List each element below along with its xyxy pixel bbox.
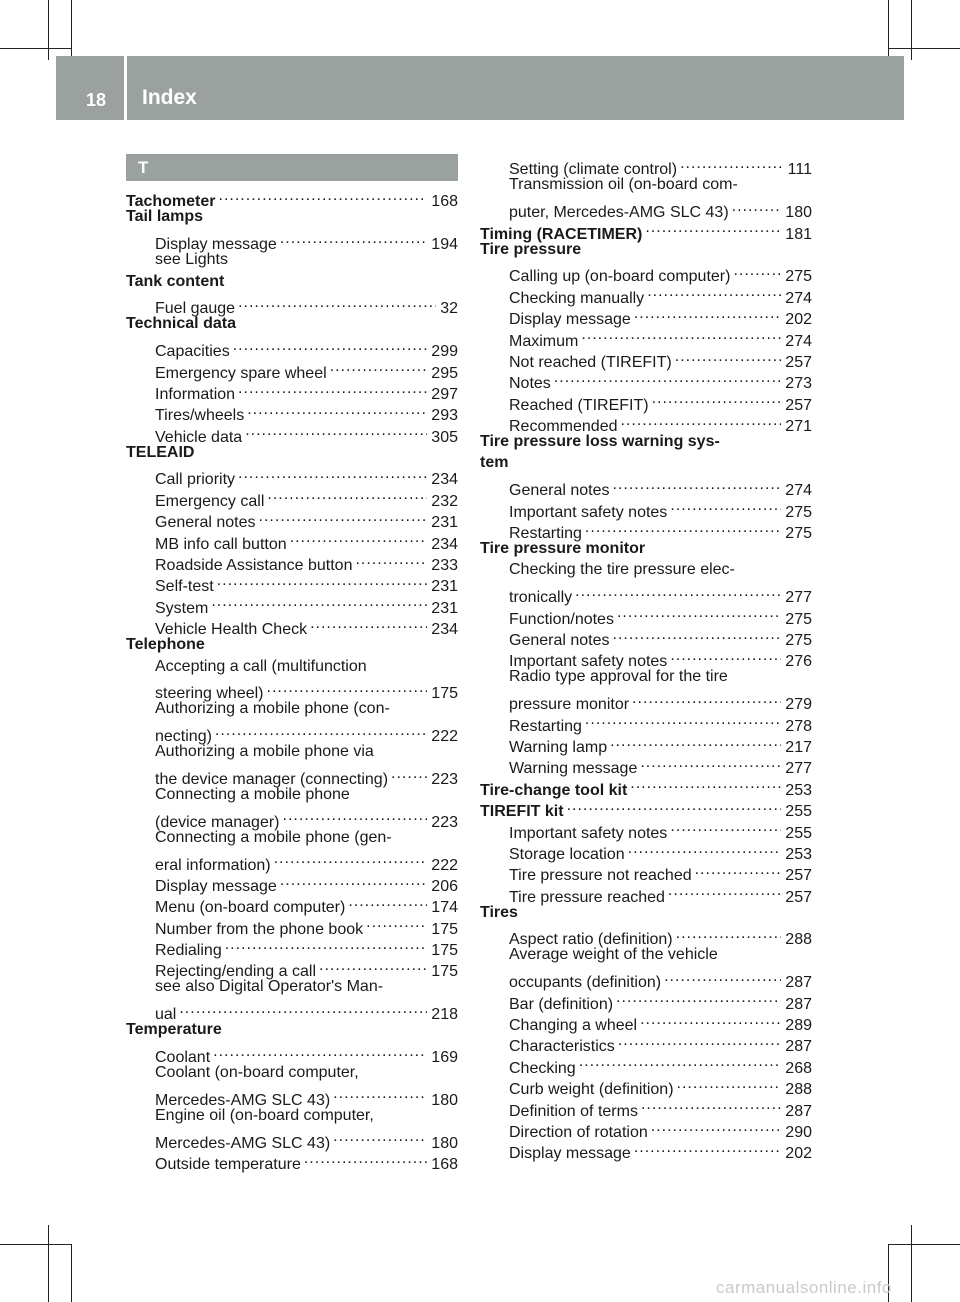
entry-label: Important safety notes: [509, 824, 668, 842]
entry-page-number[interactable]: 231: [431, 599, 458, 617]
entry-label: Authorizing a mobile phone via: [155, 743, 374, 761]
entry-page-number[interactable]: 175: [431, 920, 458, 938]
entry-label: Tail lamps: [126, 208, 204, 226]
dot-leader: [575, 581, 781, 602]
dot-leader: [634, 1137, 781, 1158]
entry-label: Checking: [509, 1059, 576, 1077]
entry-label: Roadside Assistance button: [155, 557, 353, 575]
dot-leader: [670, 495, 781, 516]
entry-label: Coolant (on-board computer,: [155, 1064, 359, 1082]
dot-leader: [680, 153, 784, 174]
entry-label: Aspect ratio (definition): [509, 931, 673, 949]
page-title: Index: [142, 86, 197, 109]
dot-leader: [233, 335, 428, 356]
entry-label: Tire pressure loss warning sys-: [480, 433, 720, 451]
index-sub-entry: [126, 827, 458, 848]
entry-label: Tachometer: [126, 193, 216, 211]
entry-page-number[interactable]: 287: [785, 974, 812, 992]
dot-leader: [290, 527, 428, 548]
entry-label: Checking the tire pressure elec-: [509, 561, 735, 579]
dot-leader: [652, 388, 782, 409]
entry-label: Restarting: [509, 525, 582, 543]
index-heading-entry: [126, 442, 458, 463]
entry-label: the device manager (connecting): [155, 770, 389, 788]
index-heading-entry: [126, 313, 458, 334]
entry-page-number[interactable]: 257: [785, 888, 812, 906]
dot-leader: [267, 484, 427, 505]
entry-label: Coolant: [155, 1049, 211, 1067]
dot-leader: [585, 517, 781, 538]
entry-label: Emergency spare wheel: [155, 364, 327, 382]
entry-label: Characteristics: [509, 1038, 615, 1056]
dot-leader: [355, 549, 427, 570]
entry-label: Accepting a call (multifunction: [155, 657, 367, 675]
dot-leader: [581, 324, 781, 345]
entry-label: Tire pressure not reached: [509, 867, 692, 885]
dot-leader: [219, 185, 428, 206]
index-heading-entry: [480, 538, 812, 559]
entry-label: Display message: [155, 877, 277, 895]
entry-page-number[interactable]: 289: [785, 1017, 812, 1035]
index-sub-entry[interactable]: [126, 292, 458, 318]
entry-label: Tire pressure: [480, 240, 582, 258]
entry-page-number[interactable]: 278: [785, 717, 812, 735]
entry-label: Not reached (TIREFIT): [509, 353, 672, 371]
dot-leader: [670, 816, 781, 837]
dot-leader: [630, 773, 781, 794]
dot-leader: [618, 1030, 781, 1051]
entry-label: eral information): [155, 856, 271, 874]
dot-leader: [366, 912, 427, 933]
dot-leader: [245, 420, 427, 441]
entry-label: Changing a wheel: [509, 1017, 638, 1035]
dot-leader: [647, 281, 781, 302]
page-number: 18: [86, 90, 107, 110]
dot-leader: [640, 752, 781, 773]
index-sub-entry[interactable]: [480, 153, 812, 179]
entry-page-number[interactable]: 255: [785, 824, 812, 842]
entry-label: Temperature: [126, 1021, 222, 1039]
index-sub-entry[interactable]: [480, 923, 812, 949]
index-sub-entry[interactable]: [480, 196, 812, 222]
entry-page-number[interactable]: 32: [440, 300, 458, 318]
index-sub-entry: [126, 784, 458, 805]
entry-label: ual: [155, 1006, 177, 1024]
entry-label: see Lights: [155, 251, 228, 269]
entry-label: Recommended: [509, 418, 618, 436]
entry-page-number[interactable]: 275: [785, 631, 812, 649]
dot-leader: [304, 1148, 427, 1169]
entry-label: Mercedes-AMG SLC 43): [155, 1134, 331, 1152]
crop-mark: [888, 1244, 960, 1245]
entry-label: Telephone: [126, 636, 205, 654]
entry-page-number[interactable]: 277: [785, 760, 812, 778]
dot-leader: [333, 1126, 427, 1147]
dot-leader: [585, 709, 781, 730]
entry-page-number[interactable]: 222: [431, 856, 458, 874]
entry-page-number[interactable]: 257: [785, 867, 812, 885]
dot-leader: [676, 923, 782, 944]
index-sub-entry[interactable]: [126, 848, 458, 874]
entry-label: Connecting a mobile phone: [155, 785, 350, 803]
entry-page-number[interactable]: 276: [785, 653, 812, 671]
index-heading-entry: [480, 431, 812, 452]
dot-leader: [238, 463, 427, 484]
entry-page-number[interactable]: 169: [431, 1049, 458, 1067]
entry-label: Emergency call: [155, 492, 265, 510]
entry-page-number[interactable]: 206: [431, 877, 458, 895]
index-sub-entry[interactable]: [126, 720, 458, 746]
index-column-right: [480, 153, 812, 1163]
entry-label: Tire pressure monitor: [480, 540, 646, 558]
dot-leader: [211, 591, 427, 612]
dot-leader: [664, 966, 781, 987]
entry-page-number[interactable]: 288: [785, 931, 812, 949]
index-sub-entry[interactable]: [126, 1041, 458, 1067]
entry-page-number[interactable]: 233: [431, 557, 458, 575]
entry-page-number[interactable]: 279: [785, 696, 812, 714]
index-heading-entry[interactable]: [126, 185, 458, 211]
entry-label: General notes: [155, 514, 256, 532]
index-sub-entry: [480, 174, 812, 195]
dot-leader: [348, 891, 427, 912]
entry-label: Vehicle Health Check: [155, 621, 308, 639]
entry-page-number[interactable]: 299: [431, 343, 458, 361]
dot-leader: [213, 1041, 427, 1062]
dot-leader: [259, 506, 428, 527]
entry-page-number[interactable]: 255: [785, 803, 812, 821]
dot-leader: [670, 645, 781, 666]
crop-mark: [0, 1244, 72, 1245]
entry-page-number[interactable]: 274: [785, 332, 812, 350]
entry-label: Warning lamp: [509, 738, 608, 756]
index-sub-entry[interactable]: [126, 763, 458, 788]
entry-page-number[interactable]: 181: [785, 225, 812, 243]
entry-label: General notes: [509, 631, 610, 649]
entry-label: Direction of rotation: [509, 1123, 648, 1141]
dot-leader: [280, 870, 427, 891]
entry-label: Radio type approval for the tire: [509, 668, 728, 686]
entry-page-number[interactable]: 175: [431, 942, 458, 960]
entry-label: Connecting a mobile phone (gen-: [155, 828, 392, 846]
dot-leader: [238, 378, 427, 399]
dot-leader: [613, 624, 782, 645]
entry-page-number[interactable]: 287: [785, 1038, 812, 1056]
entry-label: Information: [155, 385, 236, 403]
entry-label: Checking manually: [509, 289, 645, 307]
entry-page-number[interactable]: 231: [431, 578, 458, 596]
dot-leader: [641, 1094, 781, 1115]
index-sub-entry: [480, 944, 812, 965]
crop-mark: [888, 48, 960, 49]
index-sub-entry: [126, 656, 458, 677]
entry-page-number[interactable]: 273: [785, 375, 812, 393]
crop-mark: [888, 0, 889, 60]
index-sub-entry[interactable]: [480, 966, 812, 992]
entry-page-number[interactable]: 202: [785, 1145, 812, 1163]
dot-leader: [621, 410, 782, 431]
entry-page-number[interactable]: 223: [431, 770, 458, 788]
entry-label: Call priority: [155, 471, 236, 489]
dot-leader: [668, 880, 781, 901]
entry-label: (device manager): [155, 813, 280, 831]
section-letter: T: [126, 154, 458, 181]
dot-leader: [613, 474, 782, 495]
entry-label: Capacities: [155, 343, 230, 361]
dot-leader: [675, 346, 782, 367]
crop-mark: [71, 0, 72, 60]
entry-label: TIREFIT kit: [480, 803, 564, 821]
entry-label: Tires/wheels: [155, 407, 245, 425]
entry-label: Engine oil (on-board computer,: [155, 1106, 374, 1124]
entry-label: MB info call button: [155, 535, 287, 553]
entry-label: Calling up (on-board computer): [509, 268, 731, 286]
crop-mark: [71, 1244, 72, 1302]
index-heading-entry: [126, 206, 458, 227]
dot-leader: [215, 720, 427, 741]
dot-leader: [280, 228, 427, 249]
entry-page-number[interactable]: 274: [785, 482, 812, 500]
entry-label: Rejecting/ending a call: [155, 963, 316, 981]
index-list-right: [480, 153, 812, 1163]
entry-label: Outside temperature: [155, 1155, 301, 1173]
crop-mark: [911, 1225, 912, 1302]
entry-page-number[interactable]: 275: [785, 268, 812, 286]
entry-page-number[interactable]: 218: [431, 1006, 458, 1024]
entry-page-number[interactable]: 231: [431, 514, 458, 532]
entry-page-number[interactable]: 277: [785, 589, 812, 607]
dot-leader: [628, 838, 782, 859]
entry-page-number[interactable]: 222: [431, 728, 458, 746]
entry-label: puter, Mercedes-AMG SLC 43): [509, 204, 729, 222]
entry-label: Self-test: [155, 578, 214, 596]
entry-page-number[interactable]: 175: [431, 685, 458, 703]
entry-label: Curb weight (definition): [509, 1081, 674, 1099]
entry-label: occupants (definition): [509, 974, 662, 992]
entry-label: Mercedes-AMG SLC 43): [155, 1091, 331, 1109]
entry-page-number[interactable]: 297: [431, 385, 458, 403]
entry-label: Storage location: [509, 845, 625, 863]
dot-leader: [733, 260, 781, 281]
index-sub-entry[interactable]: [126, 1083, 458, 1109]
entry-page-number[interactable]: 168: [431, 193, 458, 211]
entry-label: Transmission oil (on-board com-: [509, 176, 738, 194]
entry-label: Vehicle data: [155, 428, 243, 446]
dot-leader: [179, 998, 427, 1019]
entry-page-number[interactable]: 288: [785, 1081, 812, 1099]
index-heading-entry: [480, 452, 812, 473]
index-sub-entry: [126, 1062, 458, 1083]
entry-label: Important safety notes: [509, 503, 668, 521]
dot-leader: [695, 859, 782, 880]
index-sub-entry[interactable]: [126, 998, 458, 1024]
entry-page-number[interactable]: 287: [785, 995, 812, 1013]
index-sub-entry[interactable]: [126, 677, 458, 703]
entry-page-number[interactable]: 275: [785, 525, 812, 543]
index-sub-entry[interactable]: [480, 688, 812, 714]
entry-label: System: [155, 599, 209, 617]
entry-label: Display message: [509, 311, 631, 329]
dot-leader: [732, 196, 782, 217]
dot-leader: [645, 217, 781, 238]
entry-page-number[interactable]: 274: [785, 289, 812, 307]
crop-mark: [0, 48, 72, 49]
entry-page-number[interactable]: 174: [431, 899, 458, 917]
dot-leader: [651, 1116, 782, 1137]
entry-label: Display message: [155, 236, 277, 254]
entry-label: Tires: [480, 903, 518, 921]
index-sub-entry: [126, 249, 458, 270]
dot-leader: [247, 399, 427, 420]
entry-label: tronically: [509, 589, 573, 607]
entry-label: Maximum: [509, 332, 579, 350]
entry-label: Function/notes: [509, 610, 614, 628]
dot-leader: [579, 1051, 782, 1072]
index-sub-entry: [126, 741, 458, 762]
entry-page-number[interactable]: 253: [785, 845, 812, 863]
entry-page-number[interactable]: 253: [785, 781, 812, 799]
index-sub-entry[interactable]: [480, 581, 812, 607]
entry-page-number[interactable]: 295: [431, 364, 458, 382]
dot-leader: [267, 677, 428, 698]
entry-label: steering wheel): [155, 685, 264, 703]
entry-page-number[interactable]: 290: [785, 1123, 812, 1141]
index-sub-entry[interactable]: [480, 474, 812, 500]
dot-leader: [225, 934, 428, 955]
entry-page-number[interactable]: 268: [785, 1059, 812, 1077]
index-sub-entry[interactable]: [480, 260, 812, 286]
entry-label: Bar (definition): [509, 995, 614, 1013]
entry-label: Average weight of the vehicle: [509, 946, 718, 964]
dot-leader: [610, 731, 781, 752]
entry-label: see also Digital Operator's Man-: [155, 978, 384, 996]
entry-label: Definition of terms: [509, 1102, 638, 1120]
entry-page-number[interactable]: 271: [785, 418, 812, 436]
entry-page-number[interactable]: 234: [431, 535, 458, 553]
dot-leader: [319, 955, 427, 976]
entry-label: Tire-change tool kit: [480, 781, 628, 799]
entry-page-number[interactable]: 232: [431, 492, 458, 510]
entry-page-number[interactable]: 234: [431, 621, 458, 639]
entry-label: Restarting: [509, 717, 582, 735]
entry-label: Authorizing a mobile phone (con-: [155, 700, 390, 718]
dot-leader: [217, 570, 428, 591]
entry-label: Fuel gauge: [155, 300, 236, 318]
dot-leader: [632, 688, 781, 709]
header-divider: [124, 56, 127, 120]
entry-label: Warning message: [509, 760, 638, 778]
entry-page-number[interactable]: 168: [431, 1155, 458, 1173]
entry-label: Setting (climate control): [509, 161, 678, 179]
dot-leader: [283, 805, 428, 826]
index-sub-entry[interactable]: [126, 805, 458, 831]
dot-leader: [330, 356, 428, 377]
index-sub-entry: [126, 976, 458, 997]
entry-page-number[interactable]: 275: [785, 610, 812, 628]
dot-leader: [310, 613, 427, 634]
dot-leader: [634, 303, 781, 324]
index-sub-entry[interactable]: [126, 335, 458, 361]
entry-page-number[interactable]: 175: [431, 963, 458, 981]
entry-page-number[interactable]: 202: [785, 311, 812, 329]
entry-label: Tire pressure reached: [509, 888, 665, 906]
entry-page-number[interactable]: 180: [431, 1134, 458, 1152]
entry-label: necting): [155, 728, 212, 746]
dot-leader: [617, 602, 781, 623]
entry-label: Number from the phone book: [155, 920, 364, 938]
entry-page-number[interactable]: 180: [431, 1091, 458, 1109]
index-sub-entry[interactable]: [126, 1126, 458, 1152]
entry-page-number[interactable]: 180: [785, 204, 812, 222]
entry-label: Tank content: [126, 272, 225, 290]
index-heading-entry: [126, 1019, 458, 1040]
entry-page-number[interactable]: 234: [431, 471, 458, 489]
entry-label: Menu (on-board computer): [155, 899, 346, 917]
dot-leader: [333, 1083, 427, 1104]
entry-label: pressure monitor: [509, 696, 630, 714]
entry-page-number[interactable]: 194: [431, 236, 458, 254]
entry-page-number[interactable]: 257: [785, 353, 812, 371]
crop-mark: [48, 0, 49, 60]
dot-leader: [677, 1073, 782, 1094]
index-list-left: [126, 185, 458, 1173]
entry-page-number[interactable]: 287: [785, 1102, 812, 1120]
dot-leader: [616, 987, 781, 1008]
crop-mark: [911, 0, 912, 60]
entry-label: Technical data: [126, 315, 236, 333]
entry-label: Redialing: [155, 942, 222, 960]
entry-label: Notes: [509, 375, 551, 393]
index-sub-entry: [480, 666, 812, 687]
entry-label: tem: [480, 454, 509, 472]
entry-page-number[interactable]: 305: [431, 428, 458, 446]
index-sub-entry[interactable]: [126, 228, 458, 254]
entry-page-number[interactable]: 223: [431, 813, 458, 831]
dot-leader: [567, 795, 782, 816]
index-column-left: [126, 154, 458, 1173]
entry-label: General notes: [509, 482, 610, 500]
index-sub-entry[interactable]: [126, 463, 458, 489]
entry-page-number[interactable]: 111: [787, 161, 812, 179]
index-heading-entry: [126, 271, 458, 292]
crop-mark: [48, 1225, 49, 1302]
entry-label: Important safety notes: [509, 653, 668, 671]
entry-page-number[interactable]: 217: [785, 738, 812, 756]
watermark: carmanualsonline.info: [716, 1278, 892, 1297]
index-sub-entry: [126, 698, 458, 719]
dot-leader: [391, 763, 427, 784]
index-sub-entry: [480, 559, 812, 580]
entry-label: TELEAID: [126, 443, 195, 461]
entry-page-number[interactable]: 257: [785, 396, 812, 414]
index-sub-entry: [126, 1105, 458, 1126]
entry-label: Display message: [509, 1145, 631, 1163]
entry-page-number[interactable]: 293: [431, 407, 458, 425]
entry-label: Timing (RACETIMER): [480, 225, 643, 243]
dot-leader: [274, 848, 428, 869]
entry-page-number[interactable]: 275: [785, 503, 812, 521]
dot-leader: [238, 292, 436, 313]
index-heading-entry: [480, 239, 812, 260]
dot-leader: [554, 367, 782, 388]
dot-leader: [640, 1009, 781, 1030]
entry-label: Reached (TIREFIT): [509, 396, 649, 414]
